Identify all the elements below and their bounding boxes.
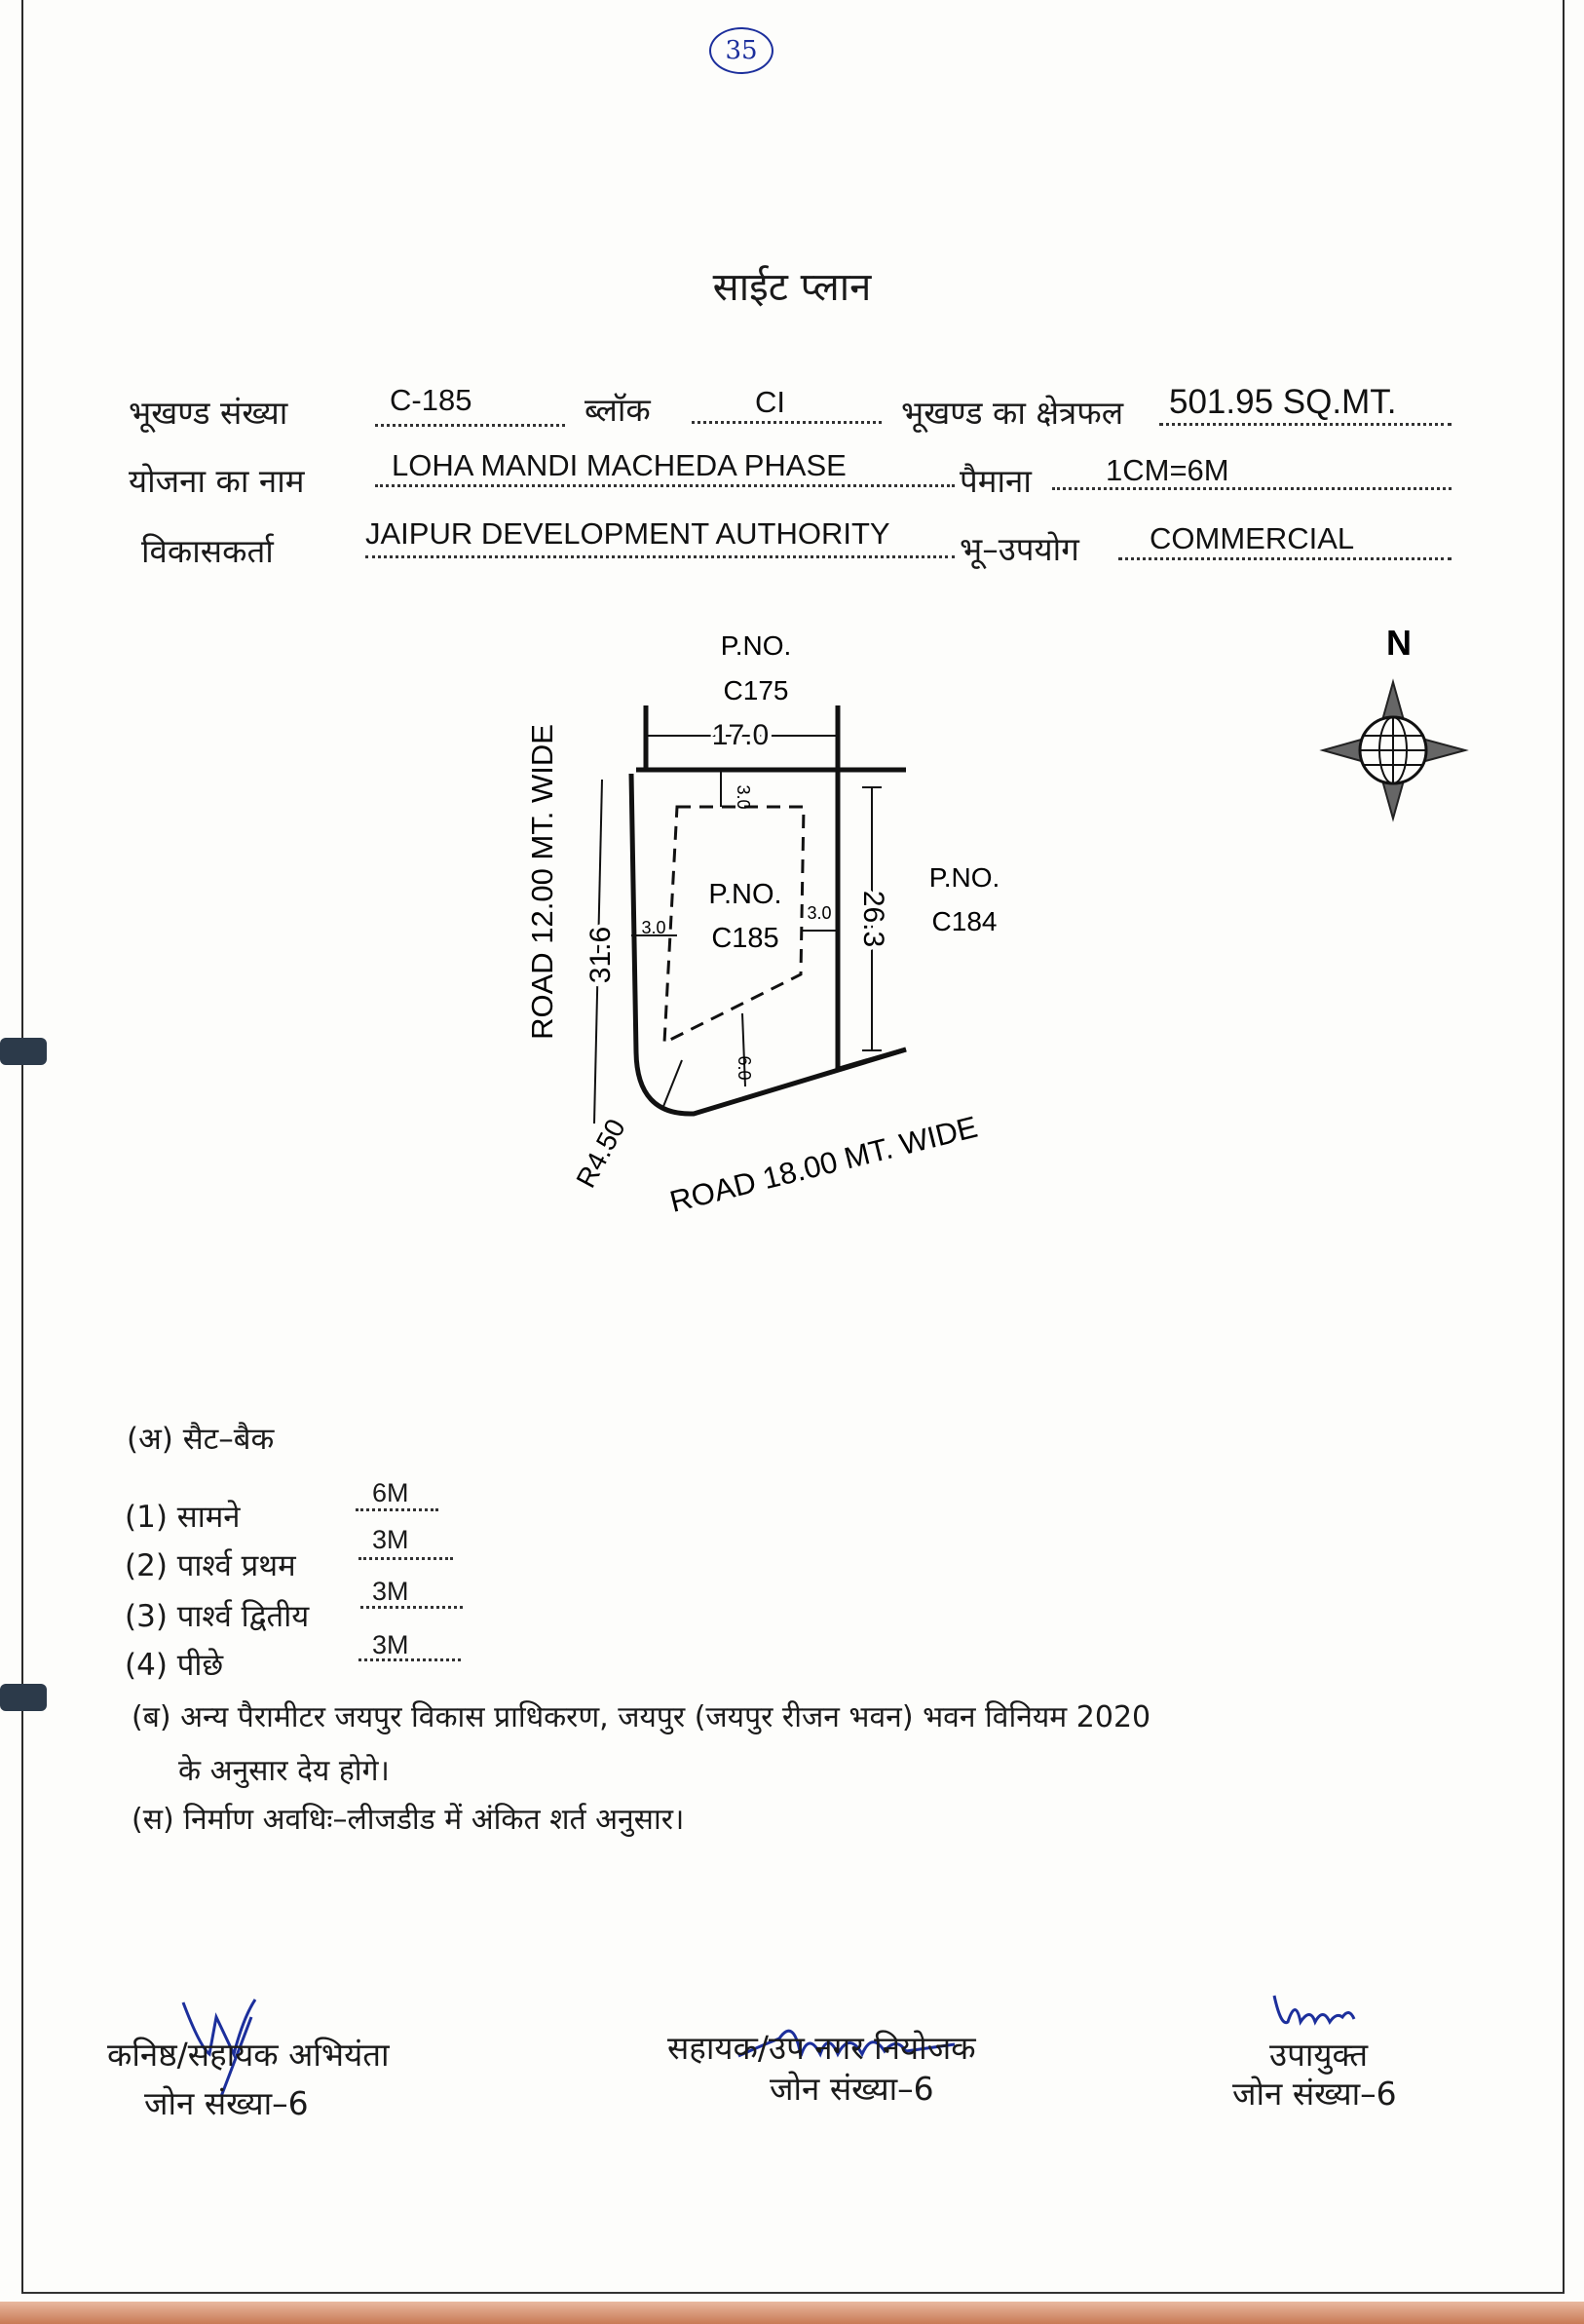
scale-label: पैमाना [960, 462, 1032, 500]
page-number: 35 [709, 27, 773, 74]
note-b-line2: के अनुसार देय होगे। [178, 1754, 390, 1788]
note-c-line: (स) निर्माण अवधिः–लीजडीड में अंकित शर्त अनुसार। [132, 1803, 685, 1837]
setback-left: 3.0 [641, 918, 666, 937]
designation-1: कनिष्ठ/सहायक अभियंता [107, 2036, 390, 2074]
area-label: भूखण्ड का क्षेत्रफल [901, 394, 1124, 432]
area-value: 501.95 SQ.MT. [1169, 383, 1397, 421]
plot-no-value: C-185 [390, 383, 472, 417]
scheme-label: योजना का नाम [129, 462, 305, 500]
setback-1-value: 6M [372, 1478, 409, 1507]
setback-1-label: (1) सामने [125, 1500, 241, 1535]
page-title: साईट प्लान [712, 265, 872, 310]
setback-right: 3.0 [807, 903, 832, 923]
road-west-label: ROAD 12.00 MT. WIDE [525, 724, 559, 1040]
landuse-value: COMMERCIAL [1150, 521, 1355, 555]
zone-3: जोन संख्या–6 [1232, 2075, 1397, 2113]
landuse-label: भू–उपयोग [960, 530, 1079, 568]
scale-value: 1CM=6M [1106, 453, 1229, 487]
dim-right: 26.3 [857, 890, 889, 948]
designation-2: सहायक/उप नगर नियोजक [667, 2029, 976, 2067]
setback-2-value: 3M [372, 1525, 409, 1554]
zone-2: जोन संख्या–6 [770, 2070, 934, 2108]
note-b-line1: (ब) अन्य पैरामीटर जयपुर विकास प्राधिकरण, जयपुर (जयपुर रीजन भवन) भवन विनियम 2020 [132, 1700, 1151, 1734]
designation-3: उपायुक्त [1269, 2036, 1369, 2074]
north-symbol: N [1386, 623, 1412, 663]
north-plot-no: C175 [723, 675, 789, 705]
setback-2-dots [358, 1557, 453, 1560]
signature-3 [1274, 1996, 1354, 2023]
setback-4-dots [358, 1658, 461, 1661]
developer-label: विकासकर्ता [141, 532, 274, 570]
east-plot-label: P.NO. [928, 862, 1000, 893]
dim-left: 31.6 [585, 926, 617, 984]
zone-1: जोन संख्या–6 [144, 2084, 309, 2122]
block-value: CI [755, 385, 785, 419]
setback-3-value: 3M [372, 1577, 409, 1606]
setback-3-label: (3) पार्श्व द्वितीय [125, 1599, 310, 1634]
setback-heading: (अ) सैट–बैक [127, 1422, 275, 1457]
scheme-value: LOHA MANDI MACHEDA PHASE [392, 448, 847, 482]
setback-3-dots [360, 1606, 463, 1609]
setback-bottom: 6.0 [735, 1055, 754, 1081]
setback-4-label: (4) पीछे [125, 1648, 224, 1683]
east-plot-no: C184 [931, 906, 998, 936]
block-label: ब्लॉक [585, 391, 651, 429]
north-plot-label: P.NO. [720, 630, 792, 661]
developer-value: JAIPUR DEVELOPMENT AUTHORITY [365, 516, 890, 551]
setback-1-dots [356, 1508, 438, 1511]
setback-4-value: 3M [372, 1630, 409, 1659]
north-arrow-icon [1323, 682, 1465, 819]
setback-top: 3.0 [734, 784, 753, 810]
center-plot-no: C185 [711, 923, 779, 954]
dim-top: 17.0 [711, 719, 770, 751]
page-bottom-edge [0, 2302, 1584, 2324]
center-plot-label: P.NO. [708, 879, 782, 910]
setback-2-label: (2) पार्श्व प्रथम [125, 1548, 296, 1583]
corner-radius: R4.50 [570, 1114, 631, 1193]
plot-no-label: भूखण्ड संख्या [129, 394, 288, 432]
road-south-label: ROAD 18.00 MT. WIDE [666, 1109, 981, 1219]
binding-mark [0, 1684, 47, 1711]
